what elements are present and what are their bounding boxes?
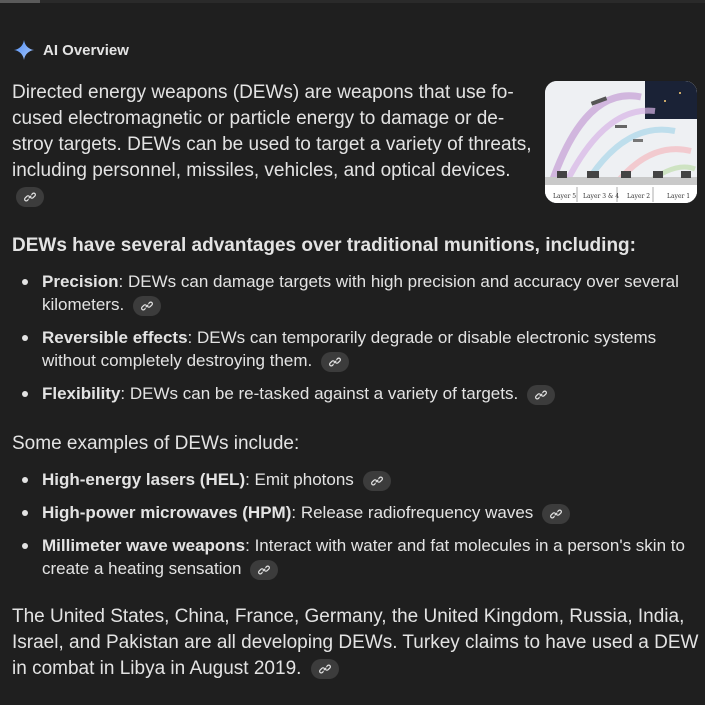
examples-list xyxy=(12,468,698,580)
layered-defense-diagram xyxy=(545,81,697,203)
list-item xyxy=(12,270,698,316)
link-icon xyxy=(371,475,383,487)
intro-paragraph xyxy=(12,80,534,210)
diagram-label: Layer 2 xyxy=(627,193,651,200)
diagram-label: Layer 5 xyxy=(553,193,577,200)
examples-heading: Some examples of DEWs include: xyxy=(12,433,300,454)
citation-link-button[interactable] xyxy=(16,187,44,207)
list-item-term: Reversible effects xyxy=(42,328,188,347)
list-item-term: High-power microwaves (HPM) xyxy=(42,503,292,522)
bullet xyxy=(22,543,28,549)
diagram-label: Layer 1 xyxy=(667,193,691,200)
ai-overview-header xyxy=(12,38,129,62)
bullet xyxy=(22,279,28,285)
citation-link-button[interactable] xyxy=(250,560,278,580)
link-icon xyxy=(550,508,562,520)
list-item xyxy=(12,382,698,405)
list-item xyxy=(12,534,698,580)
bullet xyxy=(22,391,28,397)
list-item-text: : Interact with water and fat molecules in a person's skin to create a heating sensation xyxy=(42,536,685,578)
link-icon xyxy=(319,663,331,675)
bullet xyxy=(22,510,28,516)
intro-text: Directed energy weapons (DEWs) are weapons that use focused electromagnetic or particle energy to damage or destroy targets. DEWs can be used to target a variety of threats, including personnel, missiles, vehicles, and optical devices. xyxy=(12,82,532,181)
link-icon xyxy=(329,356,341,368)
list-item-term: Precision xyxy=(42,272,119,291)
list-item xyxy=(12,501,698,524)
advantages-heading: DEWs have several advantages over traditional munitions, including: xyxy=(12,235,636,256)
closing-paragraph xyxy=(12,604,704,682)
list-item xyxy=(12,326,698,372)
top-bar xyxy=(0,0,705,3)
advantages-list xyxy=(12,270,698,405)
bullet xyxy=(22,477,28,483)
list-item-term: Millimeter wave weapons xyxy=(42,536,246,555)
list-item-text: : DEWs can temporarily degrade or disable electronic systems without completely destroying them. xyxy=(42,328,657,370)
link-icon xyxy=(24,191,36,203)
citation-link-button[interactable] xyxy=(363,471,391,491)
top-bar-active-indicator xyxy=(0,0,40,3)
ai-overview-title: AI Overview xyxy=(43,41,129,59)
citation-link-button[interactable] xyxy=(527,385,555,405)
list-item xyxy=(12,468,698,491)
citation-link-button[interactable] xyxy=(133,296,161,316)
list-item-term: High-energy lasers (HEL) xyxy=(42,470,246,489)
closing-text: The United States, China, France, Germany, the United Kingdom, Russia, India, Israel, and Pakistan are all developing DEWs. Turkey claims to have used a DEW in combat in Libya in August 2019. xyxy=(12,606,699,679)
link-icon xyxy=(141,300,153,312)
list-item-text: : Emit photons xyxy=(245,470,354,489)
dew-diagram-thumbnail[interactable] xyxy=(545,81,697,203)
list-item-text: : DEWs can damage targets with high precision and accuracy over several kilometers. xyxy=(42,272,679,314)
sparkle-icon xyxy=(12,38,36,62)
citation-link-button[interactable] xyxy=(311,659,339,679)
list-item-term: Flexibility xyxy=(42,384,121,403)
bullet xyxy=(22,335,28,341)
citation-link-button[interactable] xyxy=(321,352,349,372)
diagram-label: Layer 3 & 4 xyxy=(583,193,620,200)
citation-link-button[interactable] xyxy=(542,504,570,524)
list-item-text: : DEWs can be re-tasked against a variety of targets. xyxy=(120,384,519,403)
link-icon xyxy=(535,389,547,401)
link-icon xyxy=(258,564,270,576)
list-item-text: : Release radiofrequency waves xyxy=(291,503,534,522)
